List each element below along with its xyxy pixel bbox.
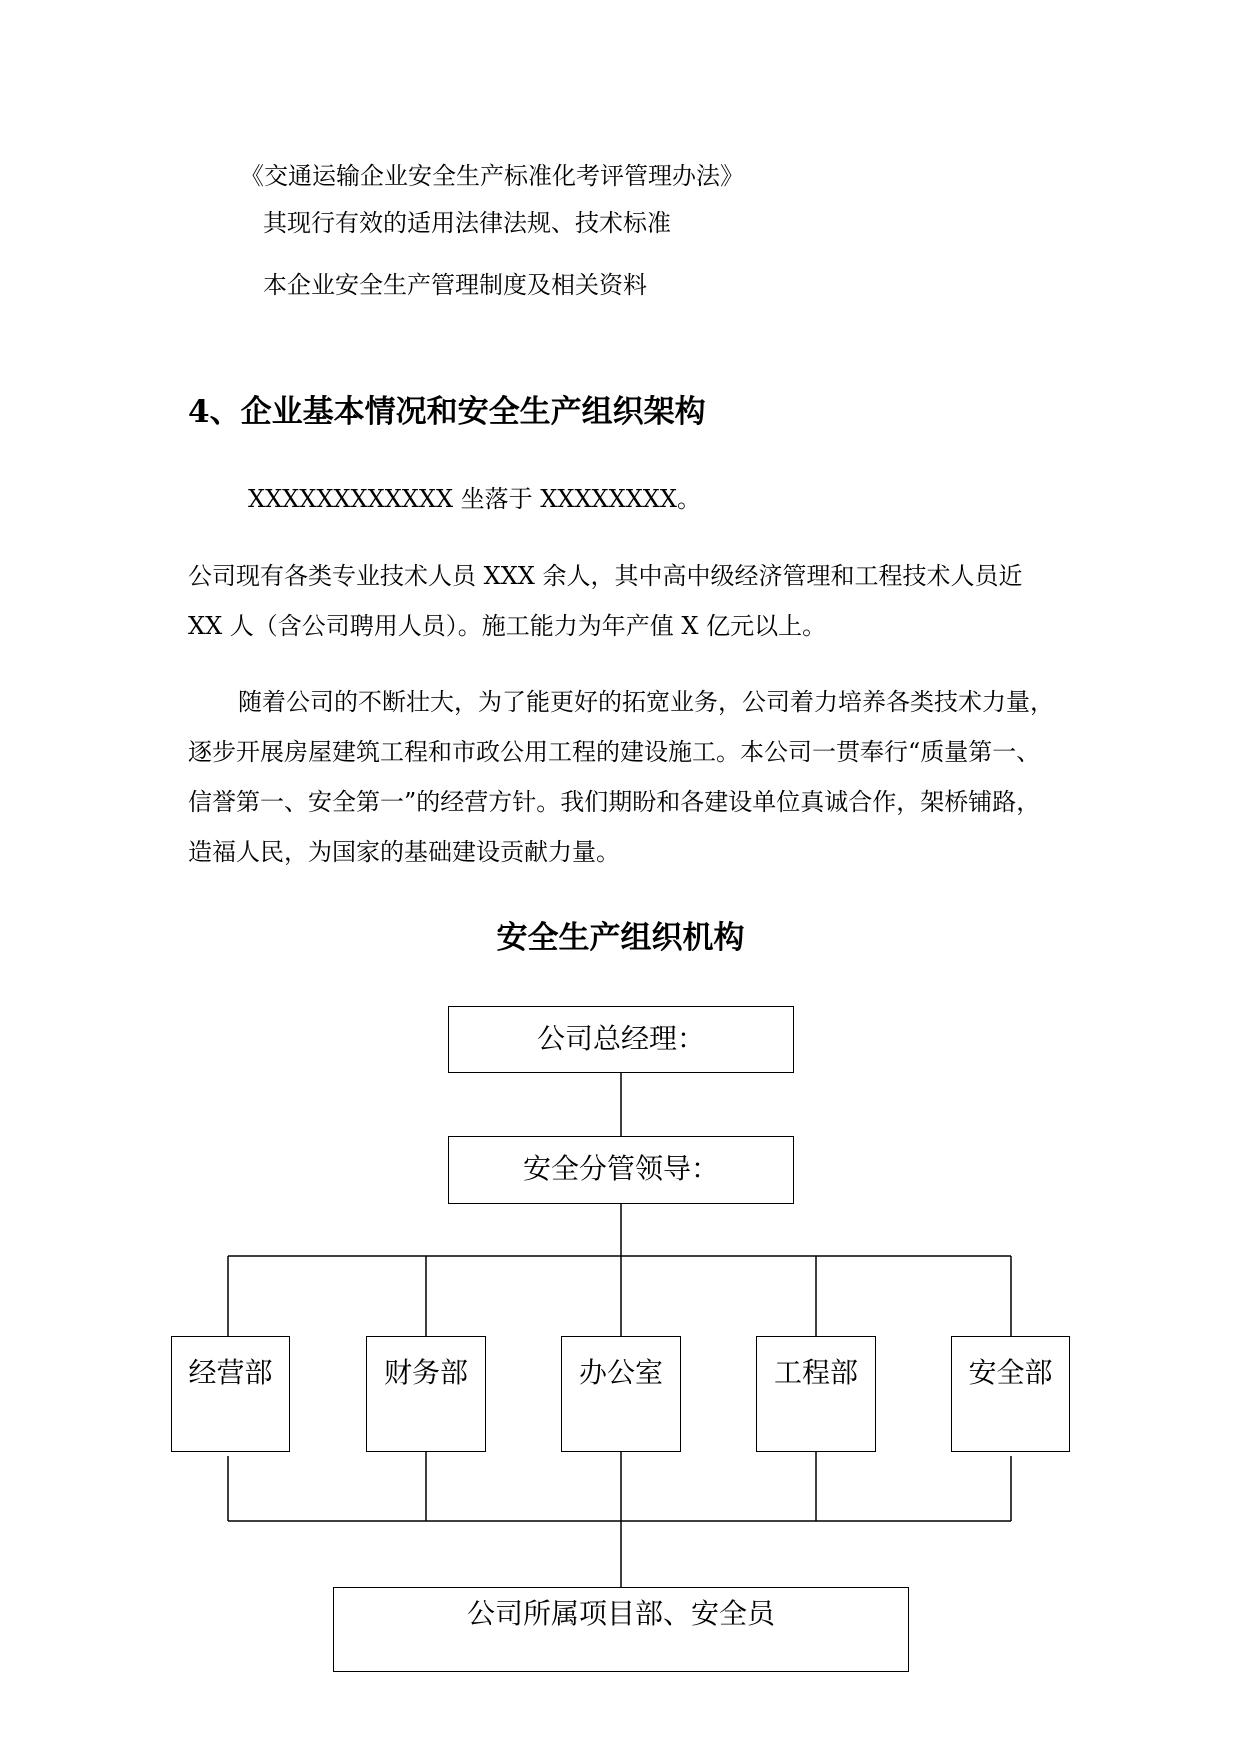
org-node-dept-safety: 安全部 xyxy=(951,1336,1070,1452)
staff-paragraph-line: 公司现有各类专业技术人员 XXX 余人，其中高中级经济管理和工程技术人员近 xyxy=(188,562,1023,590)
mission-paragraph-line: 随着公司的不断壮大，为了能更好的拓宽业务，公司着力培养各类技术力量， xyxy=(238,688,1054,716)
org-node-dept-engineering: 工程部 xyxy=(756,1336,876,1452)
org-chart-title: 安全生产组织机构 xyxy=(496,920,745,956)
section-heading: 4、企业基本情况和安全生产组织架构 xyxy=(188,394,706,430)
mission-paragraph-line: 逐步开展房屋建筑工程和市政公用工程的建设施工。本公司一贯奉行“质量第一、 xyxy=(188,738,1041,766)
org-node-dept-office: 办公室 xyxy=(561,1336,681,1452)
org-node-general-manager: 公司总经理： xyxy=(448,1006,794,1073)
org-node-dept-finance: 财务部 xyxy=(366,1336,486,1452)
reference-line-2: 其现行有效的适用法律法规、技术标准 xyxy=(263,209,671,237)
org-node-project-safety-staff: 公司所属项目部、安全员 xyxy=(333,1587,909,1672)
location-line: XXXXXXXXXXXX 坐落于 XXXXXXXX。 xyxy=(248,485,701,513)
reference-line-3: 本企业安全生产管理制度及相关资料 xyxy=(263,271,647,299)
mission-paragraph-line: 造福人民，为国家的基础建设贡献力量。 xyxy=(188,838,620,866)
org-node-dept-business: 经营部 xyxy=(171,1336,290,1452)
reference-line-1: 《交通运输企业安全生产标准化考评管理办法》 xyxy=(240,162,744,190)
org-node-safety-leader: 安全分管领导： xyxy=(448,1136,794,1204)
mission-paragraph-line: 信誉第一、安全第一”的经营方针。我们期盼和各建设单位真诚合作，架桥铺路， xyxy=(188,788,1041,816)
staff-paragraph-line: XX 人（含公司聘用人员）。施工能力为年产值 X 亿元以上。 xyxy=(188,612,827,640)
